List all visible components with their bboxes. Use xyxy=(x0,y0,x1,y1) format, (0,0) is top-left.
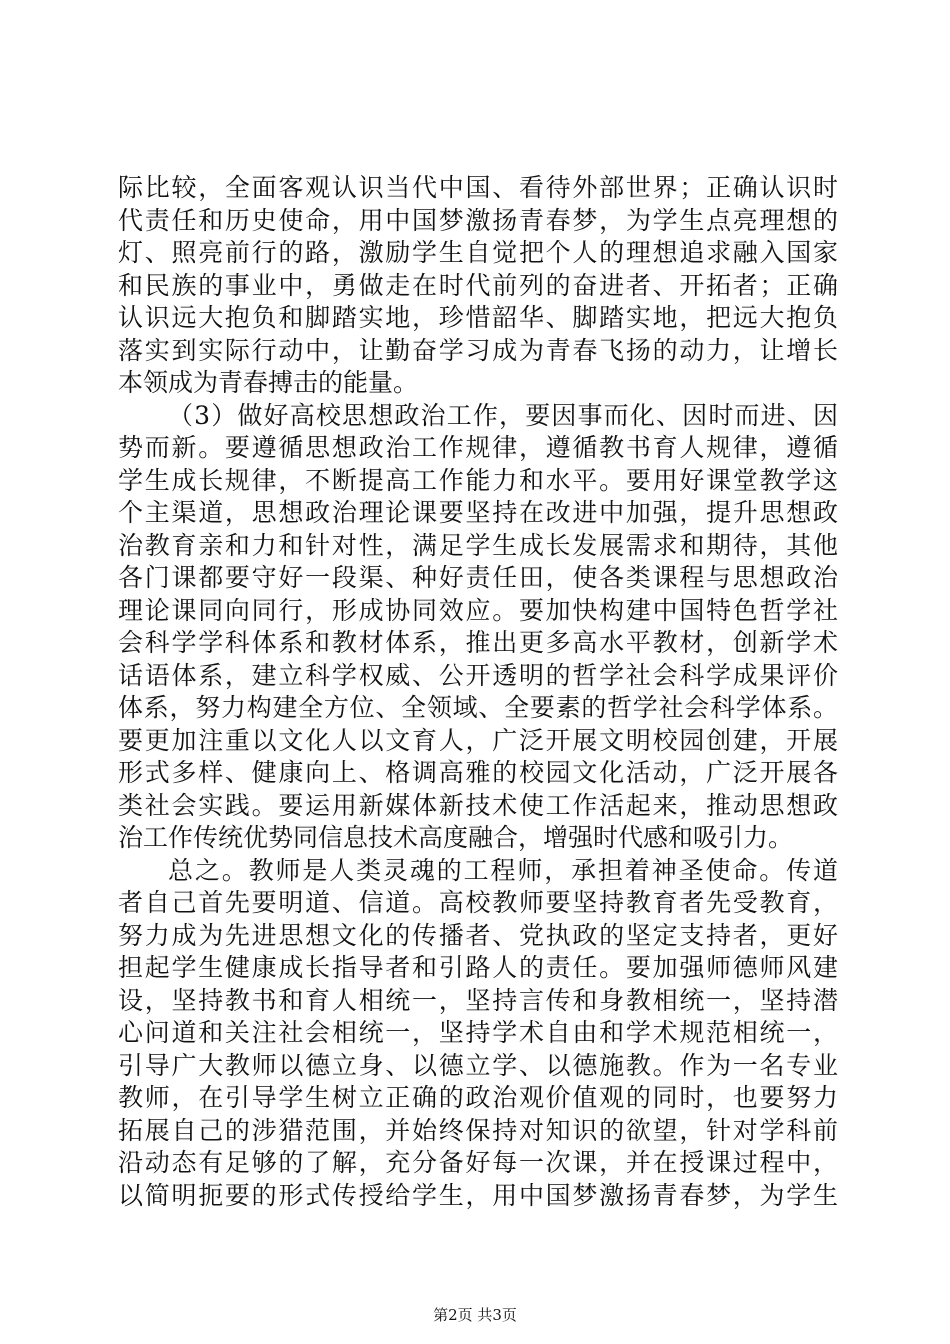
text-line: 理论课同向同行，形成协同效应。要加快构建中国特色哲学社 xyxy=(118,595,838,625)
document-body xyxy=(118,172,838,1212)
text-line: 会科学学科体系和教材体系，推出更多高水平教材，创新学术 xyxy=(118,628,838,657)
text-line: 落实到实际行动中，让勤奋学习成为青春飞扬的动力，让增长 xyxy=(118,335,838,365)
text-line: 势而新。要遵循思想政治工作规律，遵循教书育人规律，遵循 xyxy=(118,433,838,462)
text-line: 形式多样、健康向上、格调高雅的校园文化活动，广泛开展各 xyxy=(118,758,838,787)
text-line: 沿动态有足够的了解，充分备好每一次课，并在授课过程中， xyxy=(118,1148,838,1177)
text-line: 要更加注重以文化人以文育人，广泛开展文明校园创建，开展 xyxy=(118,725,838,755)
text-line: 总之。教师是人类灵魂的工程师，承担着神圣使命。传道 xyxy=(168,855,838,885)
text-line: 个主渠道，思想政治理论课要坚持在改进中加强，提升思想政 xyxy=(118,498,838,527)
text-line: 治教育亲和力和针对性，满足学生成长发展需求和期待，其他 xyxy=(118,530,838,560)
text-line: 治工作传统优势同信息技术高度融合，增强时代感和吸引力。 xyxy=(118,823,794,852)
text-line: 者自己首先要明道、信道。高校教师要坚持教育者先受教育， xyxy=(118,888,838,917)
text-line: 代责任和历史使命，用中国梦激扬青春梦，为学生点亮理想的 xyxy=(118,205,838,235)
text-line: 体系，努力构建全方位、全领域、全要素的哲学社会科学体系。 xyxy=(118,693,838,722)
text-line: 灯、照亮前行的路，激励学生自觉把个人的理想追求融入国家 xyxy=(118,238,838,267)
text-line: 心问道和关注社会相统一，坚持学术自由和学术规范相统一， xyxy=(118,1018,838,1047)
text-line: 话语体系，建立科学权威、公开透明的哲学社会科学成果评价 xyxy=(118,660,838,690)
text-line: 本领成为青春搏击的能量。 xyxy=(118,368,419,397)
text-line: 类社会实践。要运用新媒体新技术使工作活起来，推动思想政 xyxy=(118,790,838,820)
text-line: 各门课都要守好一段渠、种好责任田，使各类课程与思想政治 xyxy=(118,563,838,592)
page-footer: 第2页 共3页 xyxy=(433,1306,517,1324)
text-line: 学生成长规律，不断提高工作能力和水平。要用好课堂教学这 xyxy=(118,465,838,495)
text-line: 际比较，全面客观认识当代中国、看待外部世界；正确认识时 xyxy=(118,173,838,202)
text-line: 设，坚持教书和育人相统一，坚持言传和身教相统一，坚持潜 xyxy=(118,985,838,1015)
text-line: 引导广大教师以德立身、以德立学、以德施教。作为一名专业 xyxy=(118,1050,838,1080)
text-line: 担起学生健康成长指导者和引路人的责任。要加强师德师风建 xyxy=(118,953,838,982)
text-line: 和民族的事业中，勇做走在时代前列的奋进者、开拓者；正确 xyxy=(118,270,838,300)
text-line: 拓展自己的涉猎范围，并始终保持对知识的欲望，针对学科前 xyxy=(118,1115,838,1145)
text-line: 认识远大抱负和脚踏实地，珍惜韶华、脚踏实地，把远大抱负 xyxy=(118,303,838,332)
text-line: 教师，在引导学生树立正确的政治观价值观的同时，也要努力 xyxy=(118,1083,838,1112)
text-line: 努力成为先进思想文化的传播者、党执政的坚定支持者，更好 xyxy=(118,920,838,950)
text-line: 以简明扼要的形式传授给学生，用中国梦激扬青春梦，为学生 xyxy=(118,1180,838,1210)
text-line: （3）做好高校思想政治工作，要因事而化、因时而进、因 xyxy=(168,400,838,430)
